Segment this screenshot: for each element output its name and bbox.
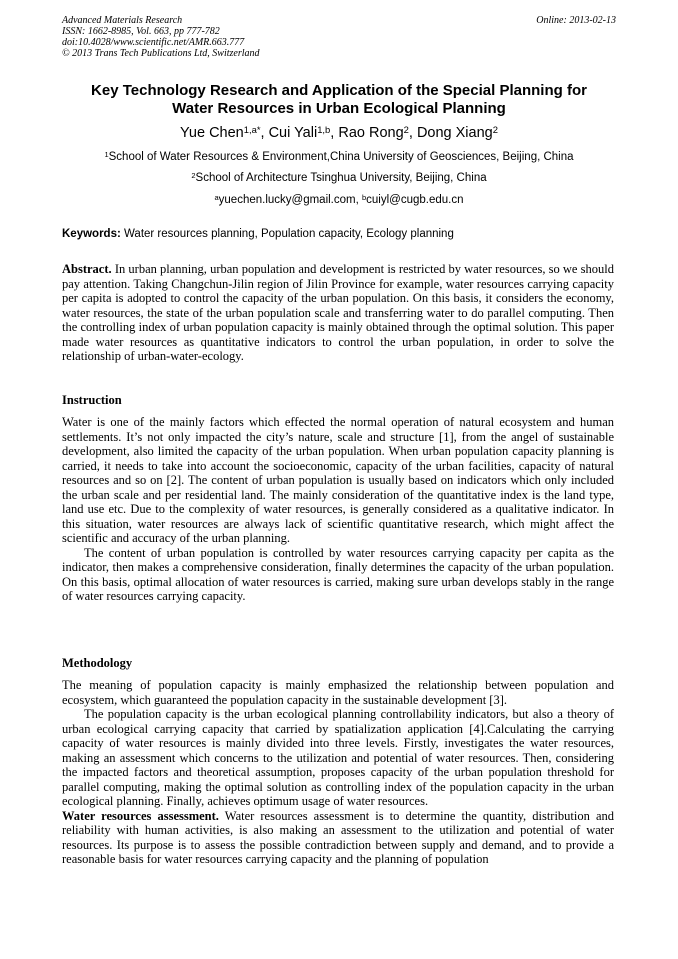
author-list — [40, 124, 638, 142]
abstract — [62, 262, 614, 364]
issn-line: ISSN: 1662-8985, Vol. 663, pp 777-782 — [62, 26, 220, 37]
instruction-section — [62, 415, 614, 604]
methodology-paragraph-2: The population capacity is the urban ecological planning controllability indicators, but also a theory of urban ecological carrying capacity that carried by spatialization application [4].Calculating the carrying capacity of water resources is mainly divided into three levels. Firstly, investigates the water resources, making an assessment which concerns to the utilization and potential of water resources. Then, considering the impacted factors and theoretical assumption, proposes capacity of the urban population threshold for parallel computing, making the optimal solution as controlling index of the population capacity in the urban ecological planning. Finally, achieves optimum usage of water resources. — [62, 707, 614, 808]
affiliation-text: School of Architecture Tsinghua University, Beijing, China — [195, 172, 487, 184]
title-line-1: Key Technology Research and Application of the Special Planning for — [91, 82, 587, 99]
instruction-paragraph-1: Water is one of the mainly factors which effected the normal operation of natural ecosystem and human settlements. It’s not only impacted the city’s nature, scale and structure [1], from the angel of sustainable development, also limited the capacity of the urban population. When urban population capacity planning is carried, it needs to take into account the socioeconomic, capacity of the urban facilities, capacity of natural resources and so on [2]. The content of urban population is usually based on indicators which only included the urban scale and per residential land. The mainly consideration of the quantitative index is the land type, land use etc. Due to the complexity of water resources, is generally considered as a qualitative indicator. In this situation, water resources are always lack of scientific quantitative research, which might affect the scientific and accuracy of the urban planning. — [62, 415, 614, 545]
methodology-heading: Methodology — [62, 656, 133, 670]
author-2 — [269, 125, 339, 141]
keywords-text: Water resources planning, Population capacity, Ecology planning — [120, 228, 454, 240]
methodology-paragraph-1: The meaning of population capacity is mainly emphasized the relationship between population and ecosystem, which guaranteed the population capacity in the sustainable development [3]. — [62, 678, 614, 707]
copyright-line: © 2013 Trans Tech Publications Ltd, Switzerland — [62, 48, 260, 59]
author-name: Yue Chen — [180, 125, 244, 141]
water-assessment-label: Water resources assessment. — [62, 808, 219, 823]
doi-line: doi:10.4028/www.scientific.net/AMR.663.777 — [62, 37, 245, 48]
email-mark-b: b — [362, 192, 367, 202]
email-a: yuechen.lucky@gmail.com, — [218, 194, 362, 206]
author-4 — [417, 125, 498, 141]
water-assessment-text: Water resources assessment is to determine the quantity, distribution and reliability with human activities, is also making an assessment to the utilization and potential of water resources. Its purpose is to assess the possible contradiction between supply and demand, and to provide a reasonable basis for water resources carrying capacity and the planning of population — [62, 808, 614, 866]
email-b: cuiyl@cugb.edu.cn — [366, 194, 464, 206]
author-affil-mark: 2 — [492, 123, 498, 135]
title-line-2: Water Resources in Urban Ecological Planning — [172, 100, 506, 117]
paper-title — [40, 82, 638, 118]
author-1 — [180, 125, 269, 141]
abstract-text: In urban planning, urban population and development is restricted by water resources, so we should pay attention. Taking Changchun-Jilin region of Jilin Province for example, water resources carrying capacity per capita is adopted to control the capacity of the urban population. On this basis, it considers the economy, water resources, the state of the urban population scale and transferring water to do parallel computing. Then the controlling index of urban population capacity is mainly obtained through the optimal solution. This paper made water resources as quantitative indicators to control the urban population, in order to solve the relationship of urban-water-ecology. — [62, 262, 614, 363]
keywords-line — [62, 227, 622, 241]
journal-name: Advanced Materials Research — [62, 15, 183, 26]
author-name: Rao Rong — [338, 125, 404, 141]
abstract-paragraph — [62, 262, 614, 364]
journal-header — [62, 15, 616, 59]
instruction-paragraph-2: The content of urban population is controlled by water resources carrying capacity per capita as the indicator, then makes a comprehensive consideration, finally determines the capacity of the urban population. On this basis, optimal allocation of water resources is carried, making sure urban develops stably in the range of water resources carrying capacity. — [62, 545, 614, 603]
author-separator: , — [330, 125, 339, 141]
author-3 — [338, 125, 417, 141]
author-affil-mark: 1,b — [317, 123, 331, 135]
instruction-heading: Instruction — [62, 393, 122, 407]
abstract-label: Abstract. — [62, 262, 112, 276]
email-mark-a: a — [214, 192, 219, 202]
affiliation-text: School of Water Resources & Environment,China University of Geosciences, Beijing, China — [108, 151, 574, 163]
author-name: Dong Xiang — [416, 125, 493, 141]
affiliation-mark: 2 — [191, 170, 196, 180]
online-date: Online: 2013-02-13 — [536, 15, 616, 26]
affiliation-2 — [40, 171, 638, 185]
author-name: Cui Yali — [268, 125, 318, 141]
author-separator: , — [260, 125, 269, 141]
keywords-label: Keywords: — [62, 228, 121, 240]
methodology-section — [62, 678, 614, 867]
author-affil-mark: 1,a* — [243, 123, 261, 135]
methodology-paragraph-3 — [62, 809, 614, 867]
author-affil-mark: 2 — [403, 123, 409, 135]
email-line — [40, 193, 638, 207]
affiliation-1 — [40, 150, 638, 164]
author-separator: , — [408, 125, 417, 141]
affiliation-mark: 1 — [104, 149, 109, 159]
